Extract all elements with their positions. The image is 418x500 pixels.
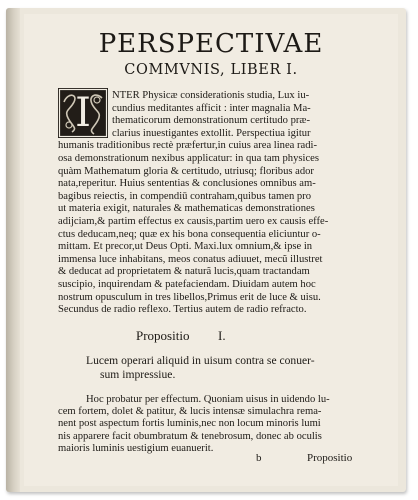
- text-line: suscipio, inquirendam & patefaciendam. Diuidam autem hoc: [58, 278, 316, 290]
- proposition-heading: Propositio: [136, 328, 190, 343]
- catchword: Propositio: [307, 452, 353, 464]
- text-line: humanis traditionibus rectè præfertur,in cuius area linea radi-: [58, 140, 318, 152]
- text-line: ut materia exigit, naturales & mathematicas demonstrationes: [58, 203, 315, 215]
- proposition-statement: [86, 354, 376, 382]
- book: [6, 8, 406, 492]
- text-line: nis apparere facit obumbratum & tenebrosum, donec ab oculis: [58, 430, 322, 442]
- signature-mark: b: [256, 452, 262, 464]
- page-title: PERSPECTIVAE: [98, 29, 324, 59]
- text-line: & deducat ad proprietatem & naturã lucis,quam tractandam: [58, 266, 310, 278]
- text-line: immensa luce inhabitans, meos conatus adiuuet, mecũ illustret: [58, 253, 323, 265]
- proof-paragraph: [58, 394, 378, 455]
- text-line: Secundus de radio reflexo. Tertius autem de radio refracto.: [58, 304, 307, 316]
- page-stack-edge: [6, 8, 20, 492]
- initial-letter: I: [75, 90, 91, 136]
- text-line: ctus deducam,neq; quæ ex his bona consequentia eliciuntur o-: [58, 228, 321, 240]
- text-line: nata,reperitur. Huius sententias & conclusiones omnibus am-: [58, 178, 316, 190]
- text-line: adijciam,& partim effectus ex causis,partim uero ex causis effe-: [58, 215, 329, 227]
- text-line: clarius inuestigantes extollit. Perspectiua igitur: [112, 127, 311, 139]
- text-line: nostrum opusculum in tres libellos,Primus erit de luce & uisu.: [58, 291, 321, 303]
- proposition-number: I.: [218, 328, 226, 343]
- text-line: sum impressiue.: [100, 368, 176, 381]
- text-line: quàm Mathematum gloria & certitudo, utriusq; floribus ador: [58, 165, 314, 177]
- page: [24, 14, 398, 486]
- text-line: Hoc probatur per effectum. Quoniam uisus in uidendo lu-: [86, 394, 330, 405]
- text-line: Lucem operari aliquid in uisum contra se conuer-: [86, 354, 315, 367]
- text-line: bagibus reiectis, in compendiū contraham,quibus tamen pro: [58, 190, 312, 202]
- text-line: cundius meditantes afficit : inter magnalia Ma-: [112, 102, 311, 114]
- text-line: nent post aspectum fortis luminis,nec non locum minoris lumi: [58, 418, 321, 430]
- text-line: maioris luminis uestigium euanuerit.: [58, 442, 214, 454]
- text-line: thematicorum demonstrationum certitudo præ-: [112, 115, 310, 127]
- text-line: NTER Physicæ considerationis studia, Lux iu-: [112, 90, 310, 101]
- page-subtitle: COMMVNIS, LIBER I.: [124, 62, 298, 78]
- text-line: mittam. Et precor,ut Deus Opti. Maxi.lux omnium,& ipse in: [58, 241, 313, 253]
- text-line: osa demonstrationum nexibus applicatur: in qua tam physices: [58, 152, 319, 164]
- intro-paragraph: [58, 90, 376, 317]
- text-line: cem fortem, dolet & patitur, & lucis intensæ simulachra rema-: [58, 406, 322, 418]
